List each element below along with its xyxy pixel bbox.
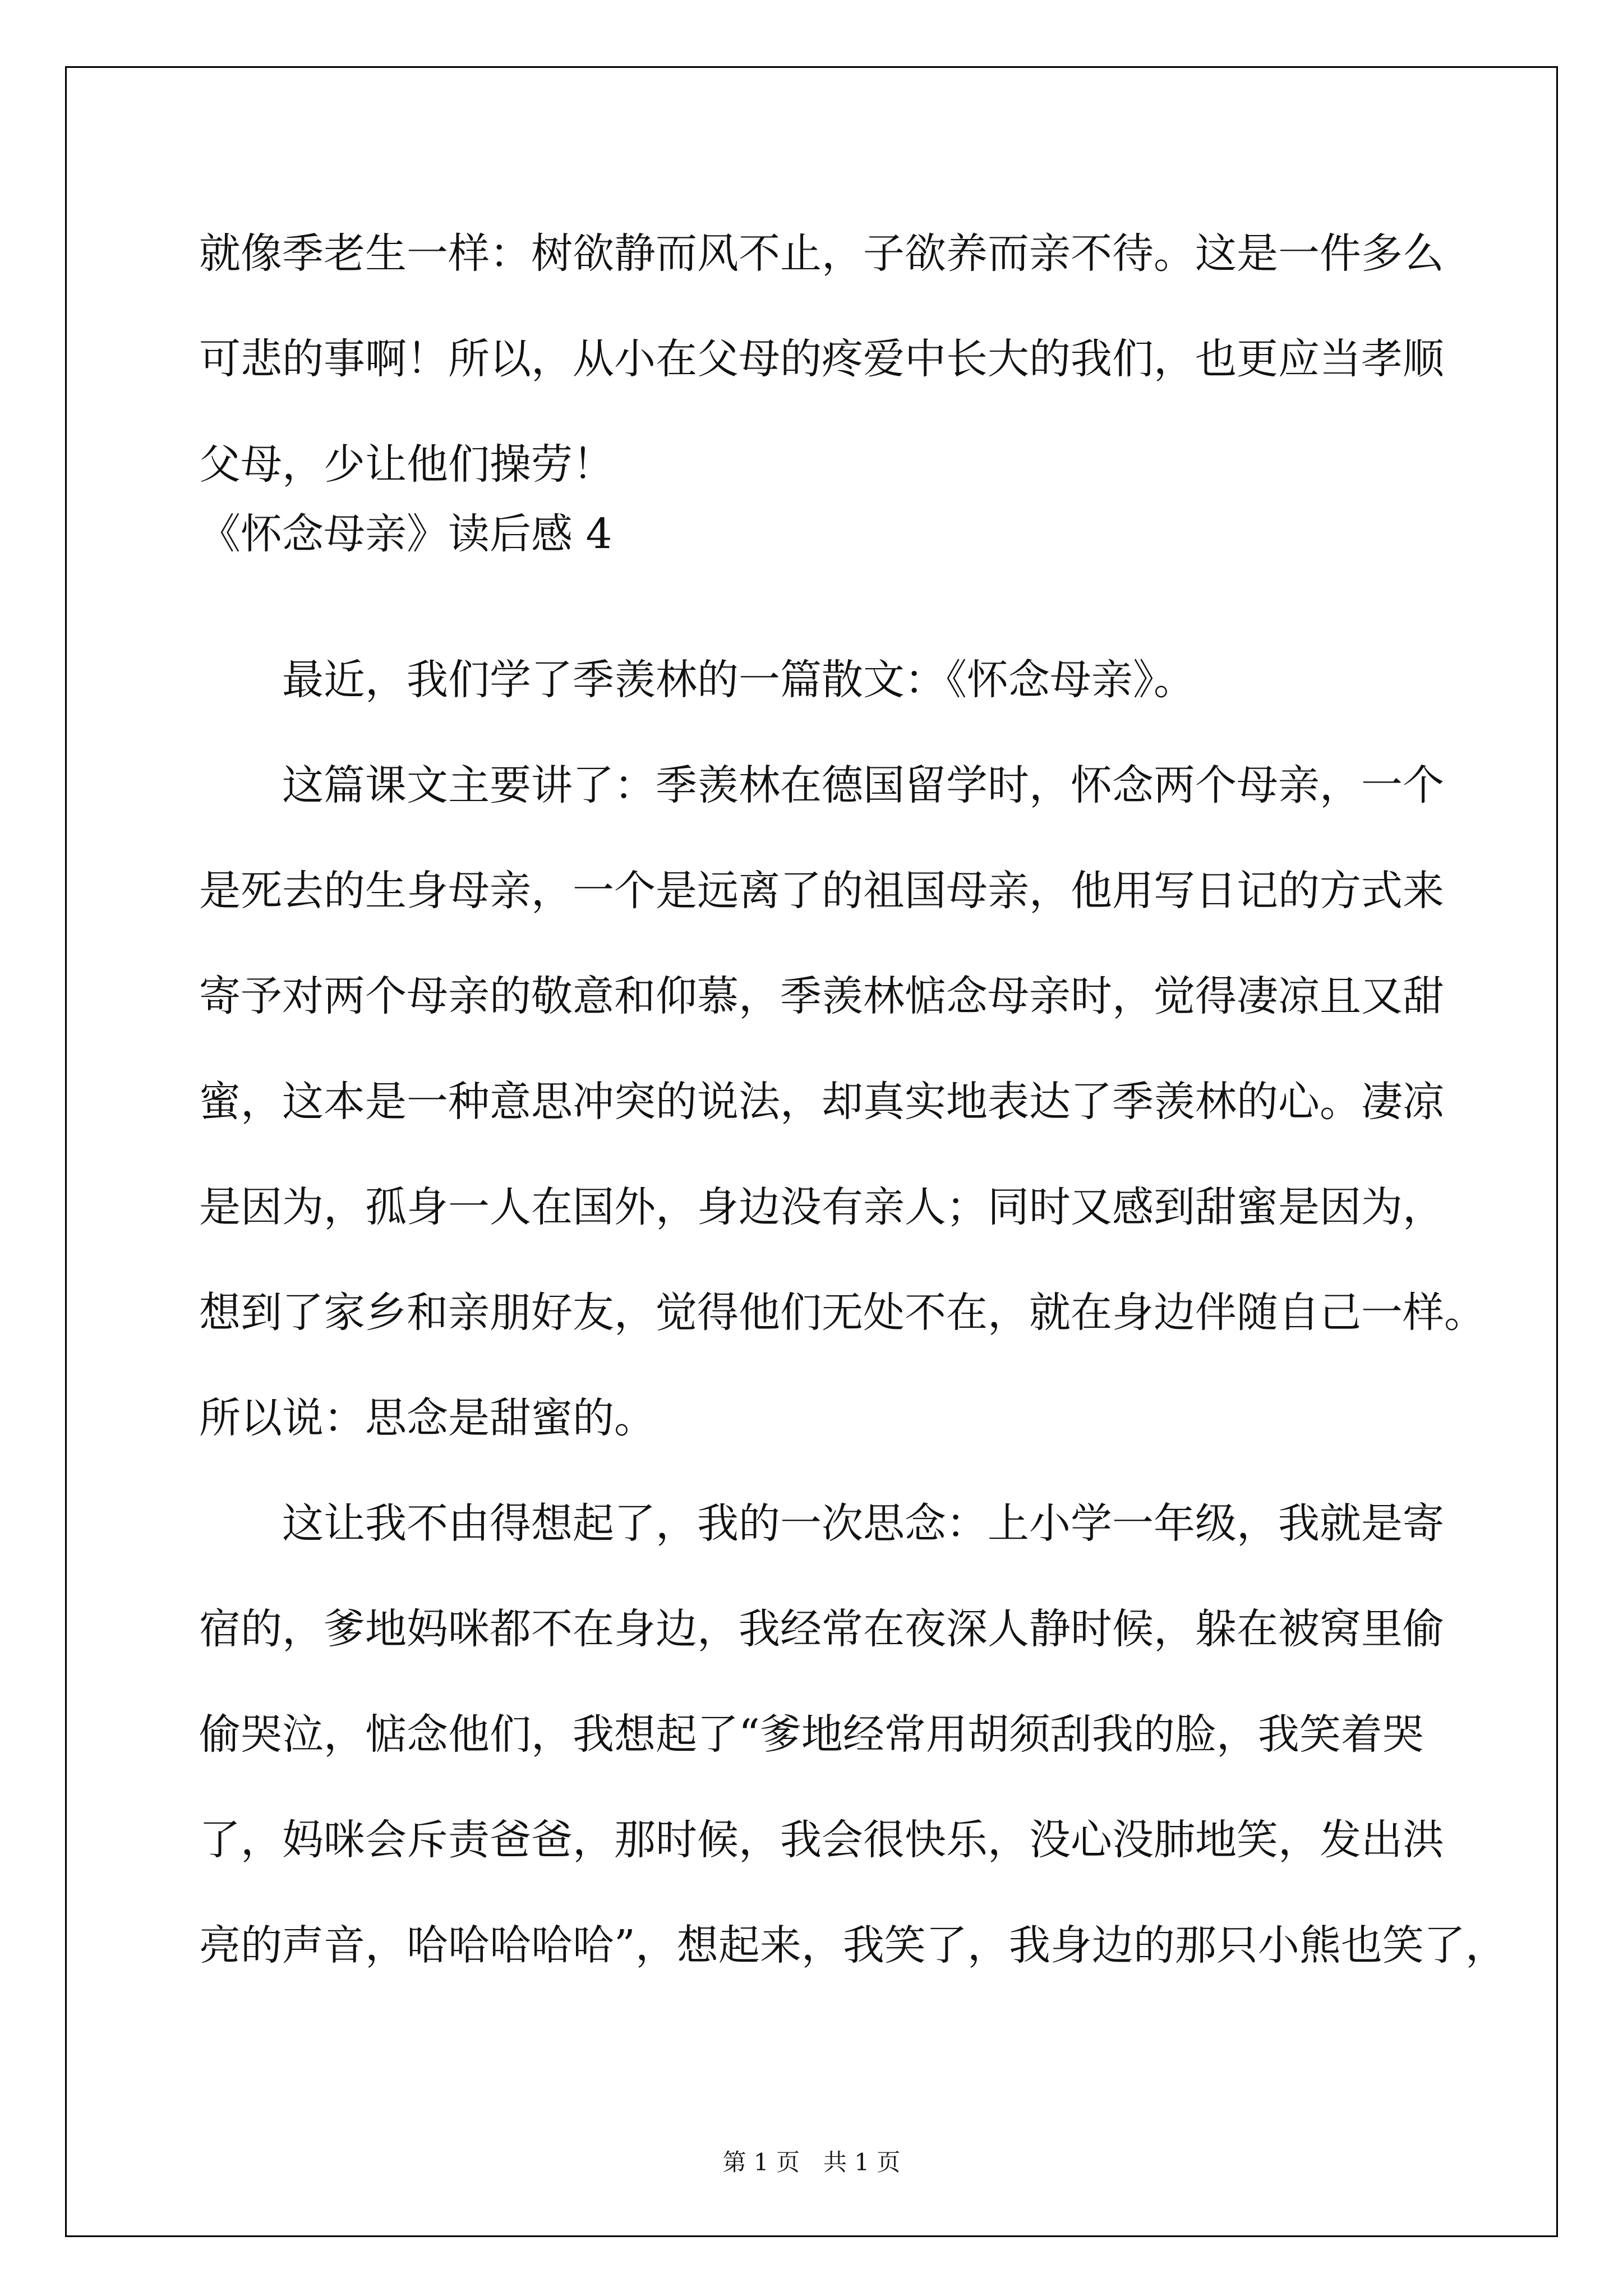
paragraph-line: 所以说：思念是甜蜜的。 <box>199 1394 656 1442</box>
paragraph-line: 蜜，这本是一种意思冲突的说法，却真实地表达了季羡林的心。凄凉 <box>199 1078 1444 1126</box>
paragraph-line: 亮的声音，哈哈哈哈哈”，想起来，我笑了，我身边的那只小熊也笑了， <box>199 1921 1507 1970</box>
paragraph-line: 是死去的生身母亲，一个是远离了的祖国母亲，他用写日记的方式来 <box>199 867 1444 915</box>
paragraph-line: 想到了家乡和亲朋好友，觉得他们无处不在，就在身边伴随自己一样。 <box>199 1289 1486 1337</box>
paragraph-line: 是因为，孤身一人在国外，身边没有亲人；同时又感到甜蜜是因为， <box>199 1183 1444 1231</box>
text-line: 父母，少让他们操劳！ <box>199 440 614 489</box>
paragraph-line: 这篇课文主要讲了：季羡林在德国留学时，怀念两个母亲，一个 <box>282 761 1444 809</box>
section-heading: 《怀念母亲》读后感 4 <box>199 510 612 558</box>
page-border <box>65 66 1558 2237</box>
paragraph-line: 这让我不由得想起了，我的一次思念：上小学一年级，我就是寄 <box>282 1499 1444 1548</box>
paragraph-line: 了，妈咪会斥责爸爸，那时候，我会很快乐，没心没肺地笑，发出洪 <box>199 1816 1444 1864</box>
page-number-footer: 第 1 页 共 1 页 <box>722 2148 901 2176</box>
text-line: 可悲的事啊！所以，从小在父母的疼爱中长大的我们，也更应当孝顺 <box>199 335 1444 383</box>
paragraph-line: 宿的，爹地妈咪都不在身边，我经常在夜深人静时候，躲在被窝里偷 <box>199 1605 1444 1653</box>
paragraph-line: 偷哭泣，惦念他们，我想起了“爹地经常用胡须刮我的脸，我笑着哭 <box>199 1710 1424 1759</box>
paragraph-line: 最近，我们学了季羡林的一篇散文：《怀念母亲》。 <box>282 656 1195 704</box>
paragraph-line: 寄予对两个母亲的敬意和仰慕，季羡林惦念母亲时，觉得凄凉且又甜 <box>199 972 1444 1020</box>
text-line: 就像季老生一样：树欲静而风不止，子欲养而亲不待。这是一件多么 <box>199 229 1444 278</box>
